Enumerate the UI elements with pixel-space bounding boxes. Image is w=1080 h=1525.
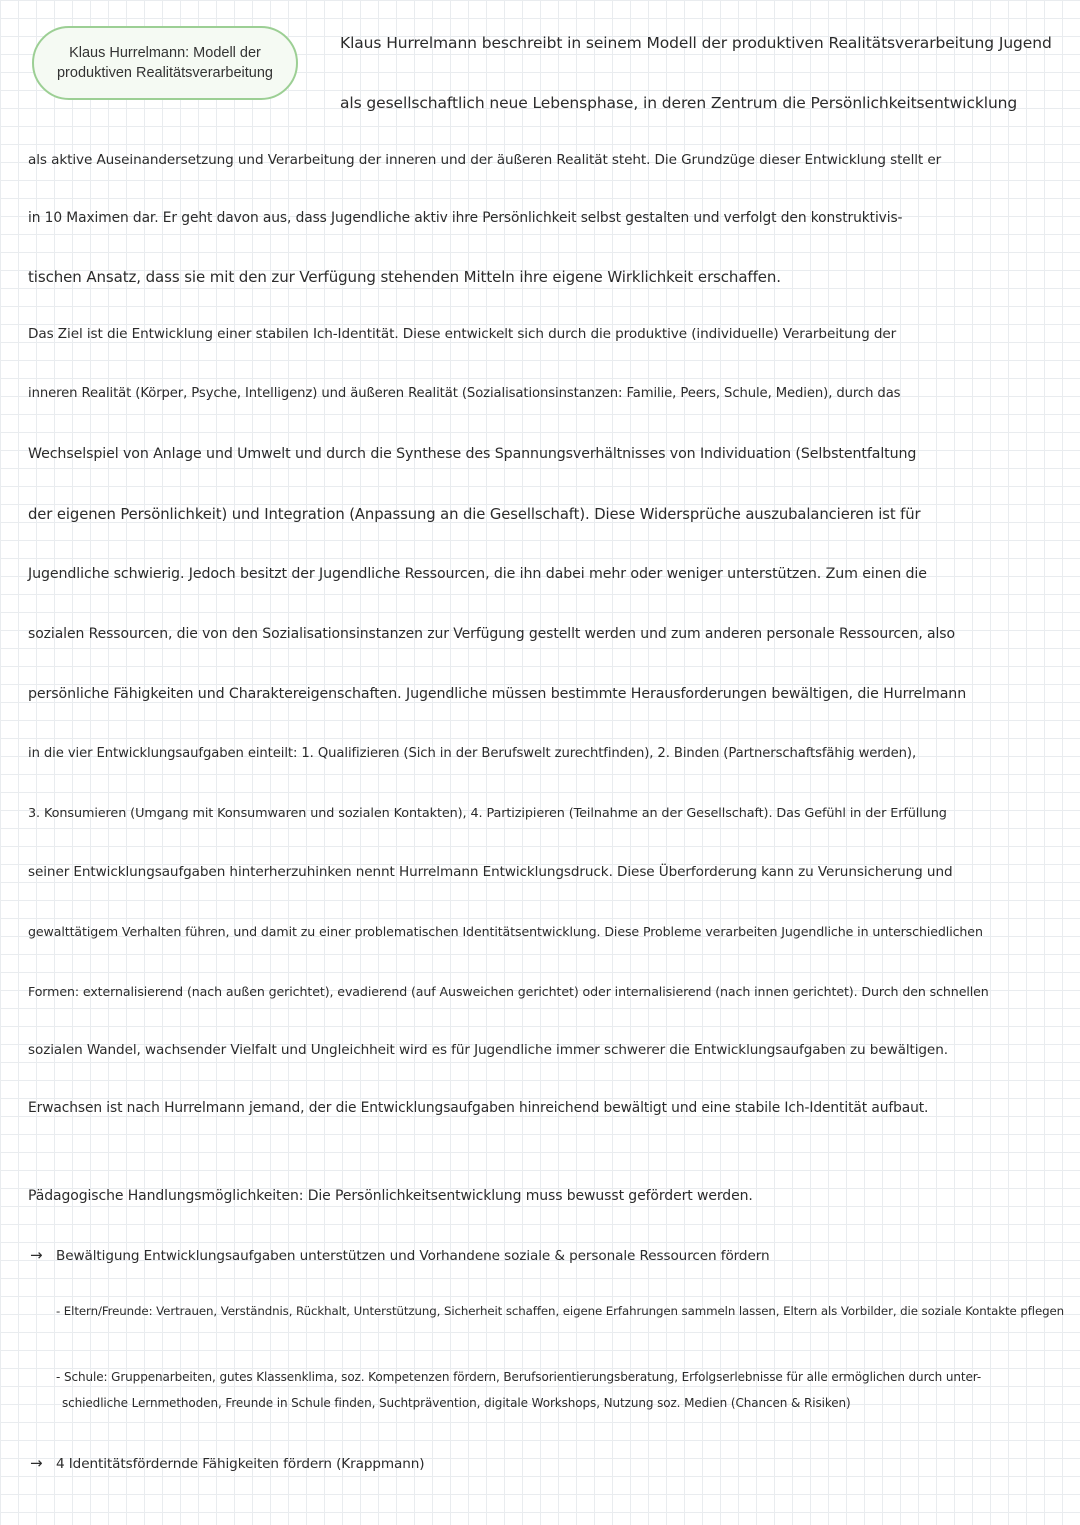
para2-line-4: der eigenen Persönlichkeit) und Integration (Anpassung an die Gesellschaft). Diese Widersprüche auszubalancieren ist für bbox=[28, 506, 921, 523]
para2-line-1: Das Ziel ist die Entwicklung einer stabilen Ich-Identität. Diese entwickelt sich durch die produktive (individuelle) Verarbeitung der bbox=[28, 326, 897, 342]
eltern-item: - Eltern/Freunde: Vertrauen, Verständnis, Rückhalt, Unterstützung, Sicherheit schaffen, eigene Erfahrungen sammeln lassen, Eltern als Vorbilder, die soziale Kontakte pflegen bbox=[56, 1304, 1065, 1318]
para2-line-14: Erwachsen ist nach Hurrelmann jemand, der die Entwicklungsaufgaben hinreichend bewältigt und eine stabile Ich-Identität aufbaut. bbox=[28, 1100, 929, 1116]
para1-line-5: tischen Ansatz, dass sie mit den zur Verfügung stehenden Mitteln ihre eigene Wirklichkeit erschaffen. bbox=[28, 268, 781, 286]
title-line-2: produktiven Realitätsverarbeitung bbox=[56, 65, 273, 81]
para1-line-1: Klaus Hurrelmann beschreibt in seinem Modell der produktiven Realitätsverarbeitung Jugend bbox=[340, 34, 1052, 52]
para2-line-2: inneren Realität (Körper, Psyche, Intelligenz) und äußeren Realität (Sozialisationsinstanzen: Familie, Peers, Schule, Medien), durch das bbox=[28, 386, 901, 401]
para2-line-8: in die vier Entwicklungsaufgaben einteilt: 1. Qualifizieren (Sich in der Berufswelt zurechtfinden), 2. Binden (Partnerschaftsfähig werden), bbox=[28, 746, 917, 761]
schule-item-line-2: schiedliche Lernmethoden, Freunde in Schule finden, Suchtprävention, digitale Workshops, Nutzung soz. Medien (Chancen & Risiken) bbox=[62, 1396, 851, 1410]
para2-line-11: gewalttätigem Verhalten führen, und damit zu einer problematischen Identitätsentwicklung. Diese Probleme verarbeiten Jugendliche in unterschiedlichen bbox=[28, 924, 983, 939]
arrow-icon: → bbox=[30, 1454, 43, 1472]
para1-line-4: in 10 Maximen dar. Er geht davon aus, dass Jugendliche aktiv ihre Persönlichkeit selbst gestalten und verfolgt den konstruktivis- bbox=[28, 210, 903, 226]
title-line-1: Klaus Hurrelmann: Modell der bbox=[69, 45, 261, 61]
para2-line-10: seiner Entwicklungsaufgaben hinterherzuhinken nennt Hurrelmann Entwicklungsdruck. Diese Überforderung kann zu Verunsicherung und bbox=[28, 864, 953, 880]
para1-line-3: als aktive Auseinandersetzung und Verarbeitung der inneren und der äußeren Realität steht. Die Grundzüge dieser Entwicklung stellt er bbox=[28, 152, 942, 168]
para2-line-6: sozialen Ressourcen, die von den Sozialisationsinstanzen zur Verfügung gestellt werden und zum anderen personale Ressourcen, also bbox=[28, 626, 955, 642]
schule-item-line-1: - Schule: Gruppenarbeiten, gutes Klassenklima, soz. Kompetenzen fördern, Berufsorientierungsberatung, Erfolgserlebnisse für alle ermöglichen durch unter- bbox=[56, 1370, 982, 1384]
para2-line-3: Wechselspiel von Anlage und Umwelt und durch die Synthese des Spannungsverhältnisses von Individuation (Selbstentfaltung bbox=[28, 446, 917, 462]
arrow-item-1: Bewältigung Entwicklungsaufgaben unterstützen und Vorhandene soziale & personale Ressourcen fördern bbox=[56, 1248, 770, 1264]
arrow-icon: → bbox=[30, 1246, 43, 1264]
para2-line-5: Jugendliche schwierig. Jedoch besitzt der Jugendliche Ressourcen, die ihn dabei mehr oder weniger unterstützen. Zum einen die bbox=[28, 566, 927, 582]
arrow-item-2: 4 Identitätsfördernde Fähigkeiten fördern (Krappmann) bbox=[56, 1456, 425, 1472]
para2-line-12: Formen: externalisierend (nach außen gerichtet), evadierend (auf Ausweichen gerichtet) oder internalisierend (nach innen gerichtet). Durch den schnellen bbox=[28, 984, 989, 999]
para2-line-13: sozialen Wandel, wachsender Vielfalt und Ungleichheit wird es für Jugendliche immer schwerer die Entwicklungsaufgaben zu bewältigen. bbox=[28, 1042, 948, 1058]
section-heading: Pädagogische Handlungsmöglichkeiten: Die Persönlichkeitsentwicklung muss bewusst gefördert werden. bbox=[28, 1188, 753, 1204]
title-box bbox=[32, 26, 298, 100]
para2-line-7: persönliche Fähigkeiten und Charaktereigenschaften. Jugendliche müssen bestimmte Herausforderungen bewältigen, die Hurrelmann bbox=[28, 686, 967, 702]
para1-line-2: als gesellschaftlich neue Lebensphase, in deren Zentrum die Persönlichkeitsentwicklung bbox=[340, 94, 1018, 112]
para2-line-9: 3. Konsumieren (Umgang mit Konsumwaren und sozialen Kontakten), 4. Partizipieren (Teilnahme an der Gesellschaft). Das Gefühl in der Erfüllung bbox=[28, 806, 947, 821]
